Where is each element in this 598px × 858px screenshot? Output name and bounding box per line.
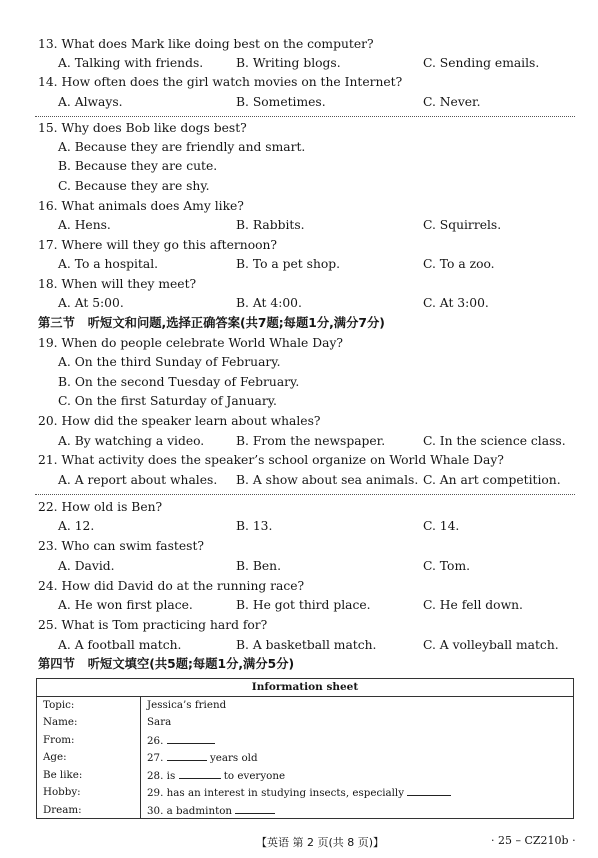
row-value-text: Sara [147, 716, 172, 729]
section-4-heading [38, 656, 294, 672]
options-14 [0, 94, 598, 112]
option-15-a: A. Because they are friendly and smart. [58, 140, 306, 154]
table-row [37, 696, 574, 714]
options-21 [0, 472, 598, 490]
option-18-a: A. At 5:00. [58, 296, 124, 310]
question-20: 20. How did the speaker learn about whales? [38, 414, 321, 428]
question-14: 14. How often does the girl watch movies on the Internet? [38, 75, 403, 89]
question-24: 24. How did David do at the running race? [38, 579, 305, 593]
option-13-a: A. Talking with friends. [58, 56, 204, 70]
row-key: Be like: [37, 766, 141, 784]
question-21: 21. What activity does the speaker’s school organize on World Whale Day? [38, 453, 504, 467]
question-23: 23. Who can swim fastest? [38, 539, 204, 553]
option-15-c: C. Because they are shy. [58, 179, 210, 193]
option-13-b: B. Writing blogs. [236, 56, 341, 70]
row-value-suffix: years old [209, 752, 258, 765]
option-18-c: C. At 3:00. [423, 296, 489, 310]
row-key: Name: [37, 714, 141, 732]
option-21-b: B. A show about sea animals. [236, 473, 419, 487]
option-20-a: A. By watching a video. [58, 434, 205, 448]
table-row [37, 801, 574, 819]
options-16 [0, 217, 598, 235]
option-24-b: B. He got third place. [236, 598, 371, 612]
row-value [141, 696, 574, 714]
option-23-a: A. David. [58, 559, 115, 573]
options-24 [0, 597, 598, 615]
option-19-c: C. On the first Saturday of January. [58, 394, 277, 408]
options-20 [0, 433, 598, 451]
row-value-text: 26. [147, 734, 164, 747]
option-20-b: B. From the newspaper. [236, 434, 386, 448]
options-13 [0, 55, 598, 73]
option-14-c: C. Never. [423, 95, 481, 109]
information-sheet-header: Information sheet [37, 679, 574, 697]
option-19-b: B. On the second Tuesday of February. [58, 375, 300, 389]
option-23-b: B. Ben. [236, 559, 281, 573]
page-footer-label: 【英语 第 2 页(共 8 页)】 [256, 836, 385, 849]
question-25: 25. What is Tom practicing hard for? [38, 618, 268, 632]
option-24-a: A. He won first place. [58, 598, 193, 612]
option-22-b: B. 13. [236, 519, 273, 533]
answer-blank-29[interactable] [407, 785, 451, 796]
page-footer-code: · 25 – CZ210b · [491, 834, 576, 847]
option-22-c: C. 14. [423, 519, 460, 533]
table-row [37, 749, 574, 767]
option-19-a: A. On the third Sunday of February. [58, 355, 281, 369]
options-25 [0, 637, 598, 655]
table-row [37, 714, 574, 732]
option-22-a: A. 12. [58, 519, 95, 533]
option-21-c: C. An art competition. [423, 473, 561, 487]
question-19: 19. When do people celebrate World Whale Day? [38, 336, 343, 350]
option-16-b: B. Rabbits. [236, 218, 305, 232]
option-20-c: C. In the science class. [423, 434, 566, 448]
row-key: Dream: [37, 801, 141, 819]
row-value [141, 731, 574, 749]
row-value [141, 766, 574, 784]
row-value-suffix: to everyone [223, 769, 286, 782]
row-value [141, 784, 574, 802]
question-15: 15. Why does Bob like dogs best? [38, 121, 247, 135]
option-17-b: B. To a pet shop. [236, 257, 341, 271]
row-value [141, 749, 574, 767]
option-25-a: A. A football match. [58, 638, 182, 652]
option-21-a: A. A report about whales. [58, 473, 218, 487]
row-key: Age: [37, 749, 141, 767]
options-23 [0, 558, 598, 576]
options-22 [0, 518, 598, 536]
row-value [141, 801, 574, 819]
table-row [37, 784, 574, 802]
row-key: From: [37, 731, 141, 749]
answer-blank-26[interactable] [167, 733, 215, 744]
options-18 [0, 295, 598, 313]
question-22: 22. How old is Ben? [38, 500, 163, 514]
question-17: 17. Where will they go this afternoon? [38, 238, 278, 252]
divider-1 [35, 116, 575, 117]
option-23-c: C. Tom. [423, 559, 471, 573]
section-3-desc: 听短文和问题,选择正确答案(共7题;每题1分,满分7分) [87, 316, 385, 330]
row-value-text: 28. is [147, 769, 176, 782]
table-row [37, 731, 574, 749]
row-value-text: Jessica’s friend [147, 699, 227, 711]
row-value-text: 30. a badminton [147, 804, 233, 817]
answer-blank-27[interactable] [167, 750, 207, 761]
option-17-a: A. To a hospital. [58, 257, 159, 271]
question-16: 16. What animals does Amy like? [38, 199, 244, 213]
row-key: Topic: [37, 696, 141, 714]
section-4-title: 第四节 [38, 657, 75, 671]
row-value [141, 714, 574, 732]
option-14-a: A. Always. [58, 95, 123, 109]
option-25-b: B. A basketball match. [236, 638, 377, 652]
section-3-title: 第三节 [38, 316, 75, 330]
option-17-c: C. To a zoo. [423, 257, 495, 271]
option-16-c: C. Squirrels. [423, 218, 502, 232]
answer-blank-28[interactable] [179, 768, 221, 779]
option-16-a: A. Hens. [58, 218, 111, 232]
section-3-heading [38, 315, 385, 331]
information-sheet-table [36, 678, 574, 819]
row-value-text: 29. has an interest in studying insects, especially [147, 787, 405, 800]
option-18-b: B. At 4:00. [236, 296, 302, 310]
divider-2 [35, 494, 575, 495]
table-row [37, 766, 574, 784]
question-18: 18. When will they meet? [38, 277, 197, 291]
option-13-c: C. Sending emails. [423, 56, 540, 70]
option-24-c: C. He fell down. [423, 598, 523, 612]
answer-blank-30[interactable] [235, 803, 275, 814]
question-13: 13. What does Mark like doing best on the computer? [38, 37, 374, 51]
option-25-c: C. A volleyball match. [423, 638, 559, 652]
options-17 [0, 256, 598, 274]
option-15-b: B. Because they are cute. [58, 159, 218, 173]
row-value-text: 27. [147, 752, 164, 765]
section-4-desc: 听短文填空(共5题;每题1分,满分5分) [87, 657, 295, 671]
option-14-b: B. Sometimes. [236, 95, 326, 109]
row-key: Hobby: [37, 784, 141, 802]
